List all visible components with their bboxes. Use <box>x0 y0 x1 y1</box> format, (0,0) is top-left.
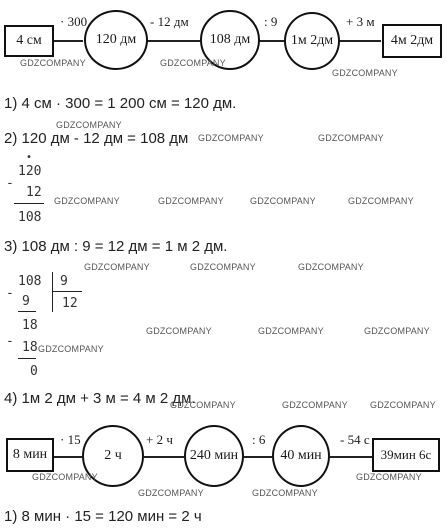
minus-sign: - <box>6 286 14 301</box>
watermark: GDZCOMPANY <box>190 262 256 272</box>
step-2: 2) 120 дм - 12 дм = 108 дм <box>4 130 189 147</box>
difference: 108 <box>18 210 42 225</box>
chain2-node-2: 2 ч <box>82 425 144 487</box>
watermark: GDZCOMPANY <box>370 400 436 410</box>
chain1-node-start: 4 см <box>4 25 54 57</box>
watermark: GDZCOMPANY <box>356 472 422 482</box>
step-4: 4) 1м 2 дм + 3 м = 4 м 2 дм. <box>4 390 196 407</box>
watermark: GDZCOMPANY <box>332 68 398 78</box>
chain2-node-start: 8 мин <box>6 438 54 472</box>
chain1-op-3: : 9 <box>264 14 278 29</box>
step-1: 1) 4 см · 300 = 1 200 см = 120 дм. <box>4 95 237 112</box>
remainder-1: 18 <box>22 318 38 333</box>
subtrahend: 12 <box>26 185 42 200</box>
watermark: GDZCOMPANY <box>348 196 414 206</box>
watermark: GDZCOMPANY <box>160 58 226 68</box>
watermark: GDZCOMPANY <box>298 262 364 272</box>
watermark: GDZCOMPANY <box>54 196 120 206</box>
arrow-1 <box>53 40 83 42</box>
divisor: 9 <box>60 274 68 289</box>
chain2-op-2: + 2 ч <box>146 432 173 447</box>
dividend: 108 <box>18 274 42 289</box>
watermark: GDZCOMPANY <box>38 344 104 354</box>
division-bar-vertical <box>52 272 53 312</box>
step-5: 1) 8 мин · 15 = 120 мин = 2 ч <box>4 508 202 525</box>
minus-sign: - <box>6 334 14 349</box>
watermark: GDZCOMPANY <box>170 400 236 410</box>
arrow-2 <box>144 456 184 458</box>
minus-sign: - <box>6 176 14 191</box>
watermark: GDZCOMPANY <box>84 262 150 272</box>
arrow-4 <box>330 456 372 458</box>
subtract-line-1 <box>18 311 36 312</box>
watermark: GDZCOMPANY <box>32 472 98 482</box>
chain2-op-1: · 15 <box>60 432 81 447</box>
watermark: GDZCOMPANY <box>56 120 122 130</box>
watermark: GDZCOMPANY <box>282 400 348 410</box>
subtract-line-2 <box>18 358 36 359</box>
chain2-node-4: 40 мин <box>272 425 330 487</box>
chain2-op-4: - 54 с <box>340 432 370 447</box>
chain1-op-1: · 300 <box>60 14 88 29</box>
quotient: 12 <box>62 296 78 311</box>
watermark: GDZCOMPANY <box>252 488 318 498</box>
chain1-node-2: 120 дм <box>84 10 148 70</box>
arrow-3 <box>258 40 285 42</box>
arrow-1 <box>54 456 82 458</box>
watermark: GDZCOMPANY <box>138 488 204 498</box>
chain1-node-3: 108 дм <box>200 10 260 70</box>
watermark: GDZCOMPANY <box>258 326 324 336</box>
watermark: GDZCOMPANY <box>318 133 384 143</box>
step-3: 3) 108 дм : 9 = 12 дм = 1 м 2 дм. <box>4 238 228 255</box>
arrow-3 <box>244 456 272 458</box>
watermark: GDZCOMPANY <box>146 326 212 336</box>
chain1-node-4: 1м 2дм <box>284 12 340 70</box>
sum-line <box>14 203 44 204</box>
borrow-dot: • <box>26 152 33 163</box>
watermark: GDZCOMPANY <box>250 196 316 206</box>
watermark: GDZCOMPANY <box>364 326 430 336</box>
remainder-2: 0 <box>30 364 38 379</box>
minuend: 120 <box>18 164 42 179</box>
chain1-op-2: - 12 дм <box>150 14 189 29</box>
chain2-op-3: : 6 <box>252 432 266 447</box>
division-bar-horizontal <box>52 291 82 292</box>
chain1-node-end: 4м 2дм <box>382 24 442 58</box>
watermark: GDZCOMPANY <box>158 196 224 206</box>
partial-product-1: 9 <box>22 294 30 309</box>
chain1-op-4: + 3 м <box>346 14 375 29</box>
watermark: GDZCOMPANY <box>20 58 86 68</box>
watermark: GDZCOMPANY <box>198 133 264 143</box>
chain2-node-end: 39мин 6с <box>372 438 440 472</box>
chain2-node-3: 240 мин <box>184 425 244 487</box>
arrow-2 <box>147 40 200 42</box>
arrow-4 <box>339 40 381 42</box>
partial-product-2: 18 <box>22 340 38 355</box>
